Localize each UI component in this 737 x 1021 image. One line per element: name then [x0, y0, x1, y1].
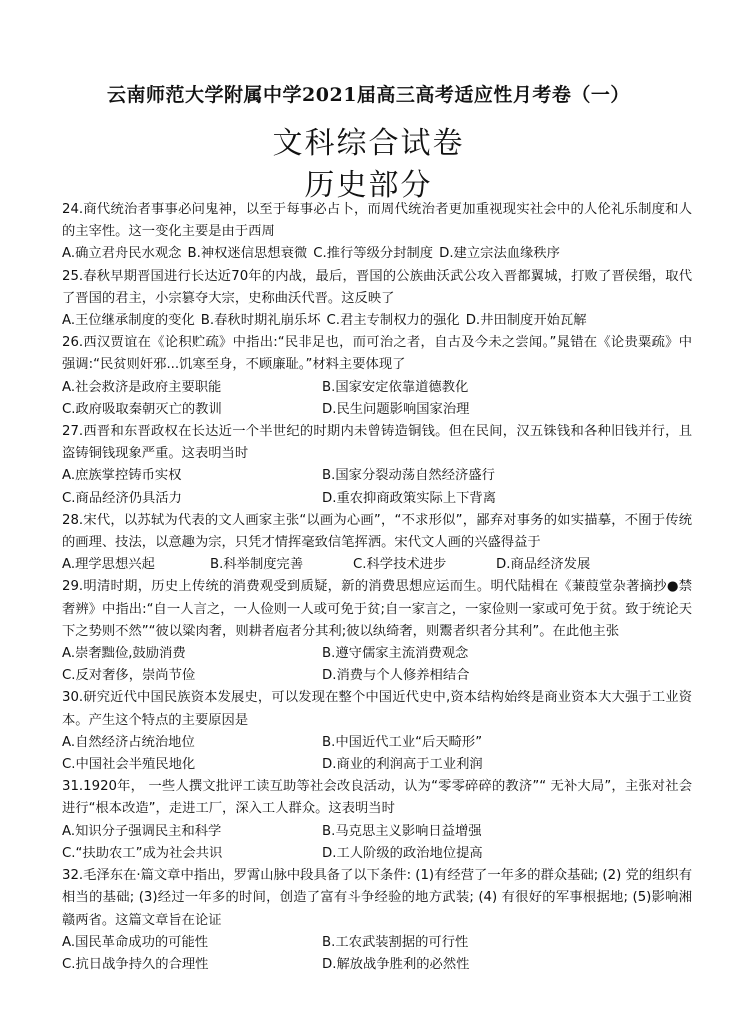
option-b: B.国家安定依靠道德教化 [322, 379, 469, 395]
option-c: C.抗日战争持久的合理性 [62, 956, 209, 972]
option-b: B.春秋时期礼崩乐坏 [200, 313, 321, 329]
question-stem: 30.研究近代中国民族资本发展史，可以发现在整个中国近代史中,资本结构始终是商业资本大大强于工业资本。产生这个特点的主要原因是 [62, 690, 692, 728]
option-a: A.知识分子强调民主和科学 [62, 823, 222, 839]
option-d: D.商业的利润高于工业利润 [322, 757, 483, 773]
option-row [62, 243, 692, 265]
option-d: D.解放战争胜利的必然性 [322, 956, 470, 972]
option-a: A.崇奢黜俭,鼓励消费 [62, 646, 186, 662]
question-stem: 31.1920年， 一些人撰文批评工读互助等社会改良活动，认为“零零碎碎的教济”“ 无补大局”，主张对社会进行“根本改造”，走进工厂，深入工人群众。这表明当时 [62, 779, 692, 817]
option-a: A.国民革命成功的可能性 [62, 934, 209, 950]
option-row [62, 732, 692, 754]
option-d: D.井田制度开始瓦解 [465, 313, 587, 329]
question-stem: 29.明清时期，历史上传统的消费观受到质疑，新的消费思想应运而生。明代陆楫在《蒹葭堂杂著摘抄●禁奢辨》中指出:“自一人言之，一人俭则一人或可免于贫;自一家言之，一家俭则一家或可免于贫。致于统论天下之势则不然”“彼以粱肉奢，则耕者庖者分其利;彼以纨绮奢，则鬻者织者分其利”。在此他主张 [62, 579, 692, 639]
option-row [62, 399, 692, 421]
question-25 [62, 266, 692, 333]
option-b: B.工农武装割据的可行性 [322, 934, 469, 950]
option-b: B.国家分裂动荡自然经济盛行 [322, 468, 495, 484]
option-c: C.“扶助农工”成为社会共识 [62, 845, 223, 861]
option-a: A.庶族掌控铸币实权 [62, 468, 182, 484]
question-32 [62, 865, 692, 976]
question-30 [62, 687, 692, 776]
exam-title: 文科综合试卷 [272, 126, 465, 161]
option-row [62, 377, 692, 399]
question-29 [62, 576, 692, 687]
option-c: C.推行等级分封制度 [313, 246, 434, 262]
option-row [62, 821, 692, 843]
option-d: D.工人阶级的政治地位提高 [322, 845, 483, 861]
option-d: D.建立宗法血缘秩序 [439, 246, 560, 262]
question-27 [62, 421, 692, 510]
option-row [62, 554, 692, 576]
option-c: C.商品经济仍具活力 [62, 490, 182, 506]
option-a: A.王位继承制度的变化 [62, 313, 195, 329]
option-row [62, 843, 692, 865]
question-31 [62, 776, 692, 865]
option-a: A.社会救济是政府主要职能 [62, 379, 222, 395]
option-a: A.确立君舟民水观念 [62, 246, 182, 262]
section-title: 历史部分 [304, 168, 433, 203]
option-d: D.商品经济发展 [496, 557, 591, 573]
option-row [62, 310, 692, 332]
option-b: B.神权迷信思想衰微 [187, 246, 308, 262]
question-26 [62, 332, 692, 421]
option-b: B.遵守儒家主流消费观念 [322, 646, 469, 662]
option-d: D.重农抑商政策实际上下背离 [322, 490, 497, 506]
option-a: A.自然经济占统治地位 [62, 734, 195, 750]
option-row [62, 954, 692, 976]
school-title: 云南师范大学附属中学2021届高三高考适应性月考卷（一） [107, 84, 630, 106]
question-stem: 32.毛泽东在·篇文章中指出，罗霄山脉中段具备了以下条件: (1)有经营了一年多的群众基础; (2) 党的组织有相当的基础; (3)经过一年多的时间，创造了富有斗争经验的地方武装; (4) 有很好的军事根据地; (5)影响湘赣两省。这篇文章旨在论证 [62, 868, 692, 928]
question-stem: 26.西汉贾谊在《论积贮疏》中指出:“民非足也，而可治之者，自古及今未之尝闻。”晁错在《论贵粟疏》中强调:“民贫则奸邪...饥寒至身，不顾廉耻。”材料主要体现了 [62, 335, 692, 373]
option-row [62, 643, 692, 665]
option-c: C.政府吸取秦朝灭亡的教训 [62, 401, 222, 417]
question-28 [62, 510, 692, 577]
question-list [62, 199, 692, 976]
option-c: C.反对奢侈，崇尚节俭 [62, 668, 196, 684]
question-stem: 28.宋代，以苏轼为代表的文人画家主张“以画为心画”，“不求形似”，鄙弃对事务的如实描摹，不囿于传统的画理、技法，以意趣为宗，只凭才情挥毫致信笔挥洒。宋代文人画的兴盛得益于 [62, 512, 692, 551]
option-b: B.中国近代工业“后天畸形” [322, 734, 483, 750]
question-stem: 27.西晋和东晋政权在长达近一个半世纪的时期内未曾铸造铜钱。但在民间，汉五铢钱和各种旧钱并行，且盗铸铜钱现象严重。这表明当时 [62, 424, 692, 462]
option-row [62, 665, 692, 687]
option-b: B.科举制度完善 [210, 557, 304, 573]
question-stem: 25.春秋早期晋国进行长达近70年的内战，最后，晋国的公族曲沃武公攻入晋都翼城，打败了晋侯缗，取代了晋国的君主，小宗篡夺大宗，史称曲沃代晋。这反映了 [62, 268, 692, 306]
option-c: C.中国社会半殖民地化 [62, 757, 196, 773]
option-row [62, 754, 692, 776]
option-d: D.民生问题影响国家治理 [322, 401, 470, 417]
question-stem: 24.商代统治者事事必问鬼神，以至于每事必占卜，而周代统治者更加重视现实社会中的人伦礼乐制度和人的主宰性。这一变化主要是由于西周 [62, 202, 692, 240]
option-d: D.消费与个人修养相结合 [322, 668, 470, 684]
question-24 [62, 199, 692, 266]
option-a: A.理学思想兴起 [62, 557, 155, 573]
option-c: C.科学技术进步 [353, 557, 447, 573]
option-row [62, 465, 692, 487]
option-c: C.君主专制权力的强化 [326, 313, 460, 329]
option-row [62, 932, 692, 954]
option-row [62, 488, 692, 510]
option-b: B.马克思主义影响日益增强 [322, 823, 482, 839]
